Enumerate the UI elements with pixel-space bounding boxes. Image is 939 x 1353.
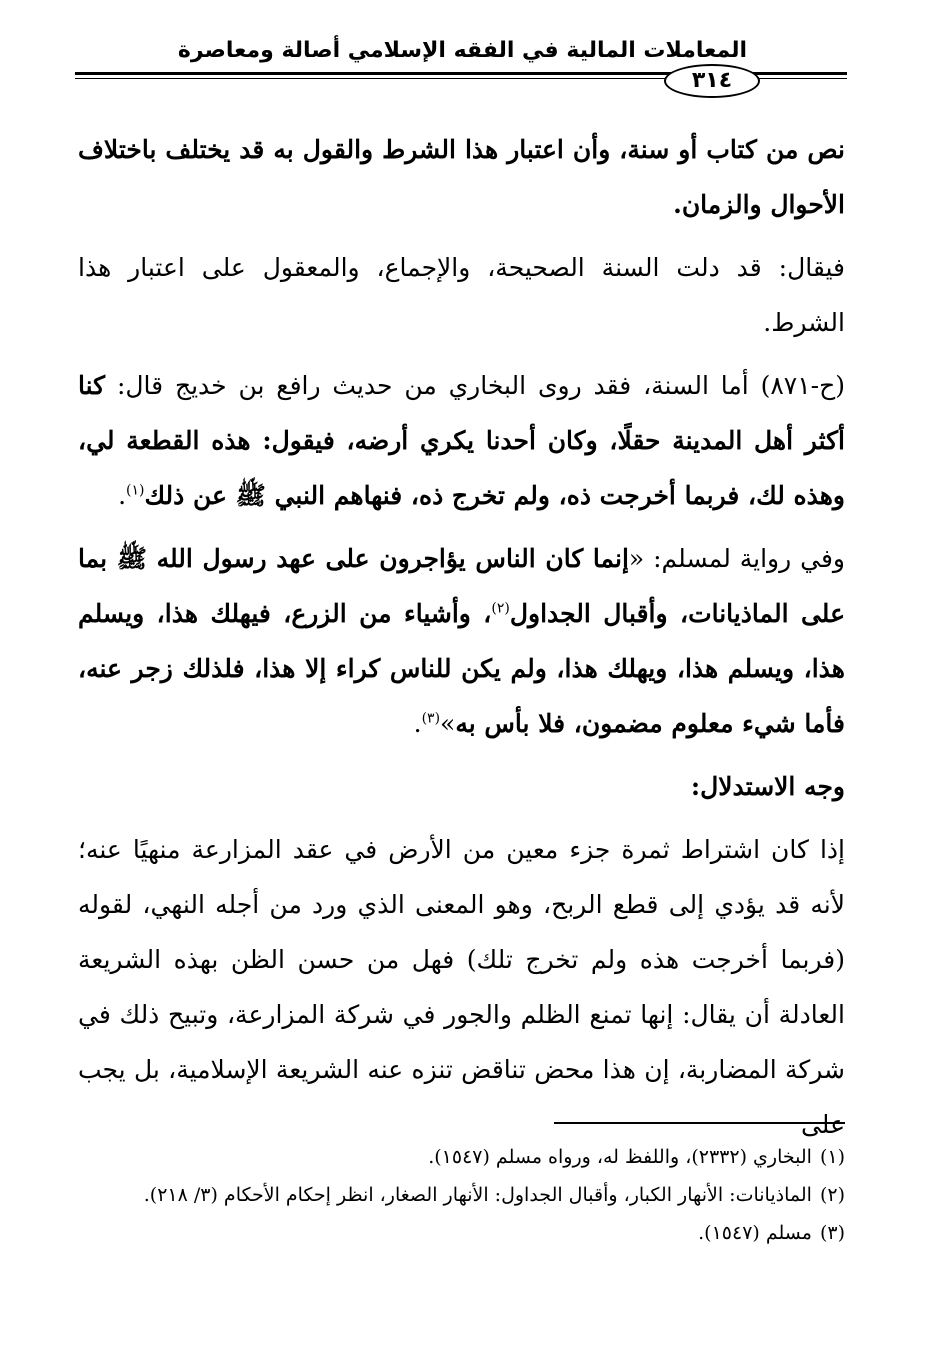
paragraph-inference: إذا كان اشتراط ثمرة جزء معين من الأرض في عقد المزارعة منهيًا عنه؛ لأنه قد يؤدي إلى قطع الربح، وهو المعنى الذي ورد من أجله النهي، لقوله (فربما أخرجت هذه ولم تخرج تلك) فهل من حسن الظن بهذه الشريعة العادلة أن يقال: إنها تمنع الظلم والجور في شركة المزارعة، وتبيح ذلك في شركة المضاربة، إن هذا محض تناقض تنزه عنه الشريعة الإسلامية، بل يجب على xyxy=(78,835,845,1139)
paragraph-response: فيقال: قد دلت السنة الصحيحة، والإجماع، والمعقول على اعتبار هذا الشرط. xyxy=(78,253,845,337)
footnote-text: مسلم (١٥٤٧). xyxy=(698,1222,812,1244)
footnote-item xyxy=(78,1178,845,1212)
footnote-ref-1[interactable]: (١) xyxy=(126,482,145,499)
section-heading: وجه الاستدلال: xyxy=(690,772,845,801)
narration-quote-part-1: إنما كان الناس يؤاجرون على عهد رسول الله ﷺ بما على الماذيانات، وأقبال الجداول xyxy=(78,544,845,628)
footnote-label: (٣) xyxy=(819,1222,845,1244)
hadith-quote: كنا أكثر أهل المدينة حقلًا، وكان أحدنا يكري أرضه، فيقول: هذه القطعة لي، وهذه لك، فربما أخرجت ذه، ولم تخرج ذه، فنهاهم النبي ﷺ عن ذلك xyxy=(78,371,845,510)
footnote-label: (١) xyxy=(819,1146,845,1168)
footnote-separator xyxy=(554,1122,845,1124)
narration-intro: وفي رواية لمسلم: « xyxy=(628,544,845,573)
footnote-item xyxy=(78,1140,845,1174)
paragraph-hadith-muslim xyxy=(78,531,845,751)
footnote-text: الماذيانات: الأنهار الكبار، وأقبال الجداول: الأنهار الصغار، انظر إحكام الأحكام (٣/ ٢١٨). xyxy=(143,1184,812,1206)
sentence-end: . xyxy=(118,481,127,510)
main-text xyxy=(78,122,845,1152)
footnote-ref-3[interactable]: (٣) xyxy=(421,710,441,727)
narration-quote-part-2: ، وأشياء من الزرع، فيهلك هذا، ويسلم هذا، ويسلم هذا، ويهلك هذا، ولم يكن للناس كراء إلا هذا، فلذلك زجر عنه، فأما شيء معلوم مضمون، فلا بأس به xyxy=(78,599,845,738)
hadith-intro: (ح-٨٧١) أما السنة، فقد روى البخاري من حديث رافع بن خديج قال: xyxy=(116,371,845,400)
paragraph-hadith-bukhari xyxy=(78,358,845,523)
footnote-item xyxy=(78,1216,845,1250)
footnote-ref-2[interactable]: (٢) xyxy=(491,600,510,617)
running-header-title: المعاملات المالية في الفقه الإسلامي أصالة ومعاصرة xyxy=(177,38,748,63)
footnote-text: البخاري (٢٣٣٢)، واللفظ له، ورواه مسلم (١٥٤٧). xyxy=(428,1146,812,1168)
footnote-label: (٢) xyxy=(819,1184,845,1206)
footnotes-section xyxy=(78,1140,845,1254)
sentence-end: . xyxy=(413,709,422,738)
page-number-badge: ٣١٤ xyxy=(664,64,760,98)
quote-close-mark: » xyxy=(440,709,456,738)
paragraph-continuation: نص من كتاب أو سنة، وأن اعتبار هذا الشرط والقول به قد يختلف باختلاف الأحوال والزمان. xyxy=(78,135,845,219)
